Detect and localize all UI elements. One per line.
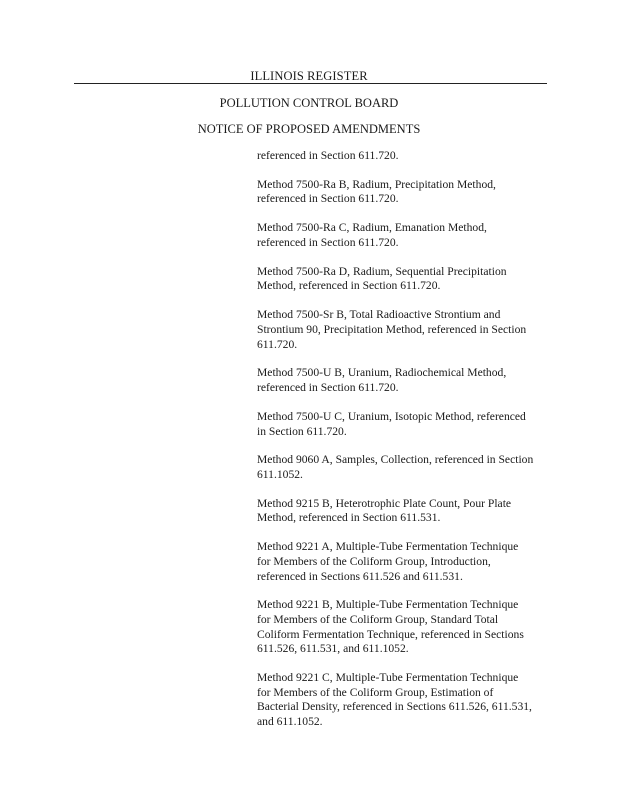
entry-line: for Members of the Coliform Group, Estimation of [257, 685, 494, 699]
entry-line: Coliform Fermentation Technique, referenced in Sections [257, 627, 524, 641]
entry-line: Method 9060 A, Samples, Collection, referenced in Section [257, 453, 534, 467]
entry-line: in Section 611.720. [257, 424, 347, 438]
entry-line: referenced in Section 611.720. [257, 149, 399, 162]
register-title: ILLINOIS REGISTER [250, 69, 368, 83]
entry-line: Method 7500-U C, Uranium, Isotopic Method, referenced [257, 409, 526, 423]
method-reference-entry [257, 149, 553, 164]
entry-line: and 611.1052. [257, 714, 323, 728]
header-divider [74, 83, 547, 84]
entry-line: Method 9221 C, Multiple-Tube Fermentation Technique [257, 671, 519, 685]
entry-line: Strontium 90, Precipitation Method, referenced in Section [257, 322, 527, 336]
entry-line: referenced in Sections 611.526 and 611.531. [257, 569, 463, 583]
method-reference-entry [257, 598, 553, 656]
entry-line: Method 7500-Ra C, Radium, Emanation Method, [257, 221, 487, 235]
method-reference-entry [257, 221, 553, 250]
method-reference-entry [257, 671, 553, 729]
entry-line: Method, referenced in Section 611.720. [257, 279, 441, 293]
entry-line: Method 9221 B, Multiple-Tube Fermentation Technique [257, 598, 519, 612]
method-reference-entry [257, 366, 553, 395]
method-reference-entry [257, 308, 553, 352]
entry-line: 611.720. [257, 337, 298, 351]
method-reference-entry [257, 453, 553, 482]
entry-line: for Members of the Coliform Group, Introduction, [257, 554, 491, 568]
entry-line: for Members of the Coliform Group, Standard Total [257, 613, 499, 627]
method-reference-entry [257, 540, 553, 584]
method-reference-entry [257, 410, 553, 439]
entry-line: referenced in Section 611.720. [257, 235, 399, 249]
method-reference-entry [257, 178, 553, 207]
method-reference-entry [257, 265, 553, 294]
entry-line: Bacterial Density, referenced in Sections 611.526, 611.531, [257, 700, 532, 714]
entry-line: Method 7500-U B, Uranium, Radiochemical Method, [257, 366, 507, 380]
entry-line: Method 7500-Ra B, Radium, Precipitation Method, [257, 177, 496, 191]
entry-line: Method, referenced in Section 611.531. [257, 511, 441, 525]
entry-line: referenced in Section 611.720. [257, 381, 399, 395]
method-reference-entry [257, 497, 553, 526]
entry-line: 611.526, 611.531, and 611.1052. [257, 642, 409, 656]
entry-line: Method 7500-Ra D, Radium, Sequential Precipitation [257, 264, 507, 278]
method-reference-list [257, 149, 553, 744]
entry-line: 611.1052. [257, 467, 303, 481]
notice-title: NOTICE OF PROPOSED AMENDMENTS [197, 122, 421, 136]
entry-line: Method 7500-Sr B, Total Radioactive Strontium and [257, 308, 501, 322]
entry-line: referenced in Section 611.720. [257, 192, 399, 206]
entry-line: Method 9215 B, Heterotrophic Plate Count, Pour Plate [257, 496, 512, 510]
entry-line: Method 9221 A, Multiple-Tube Fermentation Technique [257, 540, 519, 554]
board-title: POLLUTION CONTROL BOARD [219, 96, 399, 110]
